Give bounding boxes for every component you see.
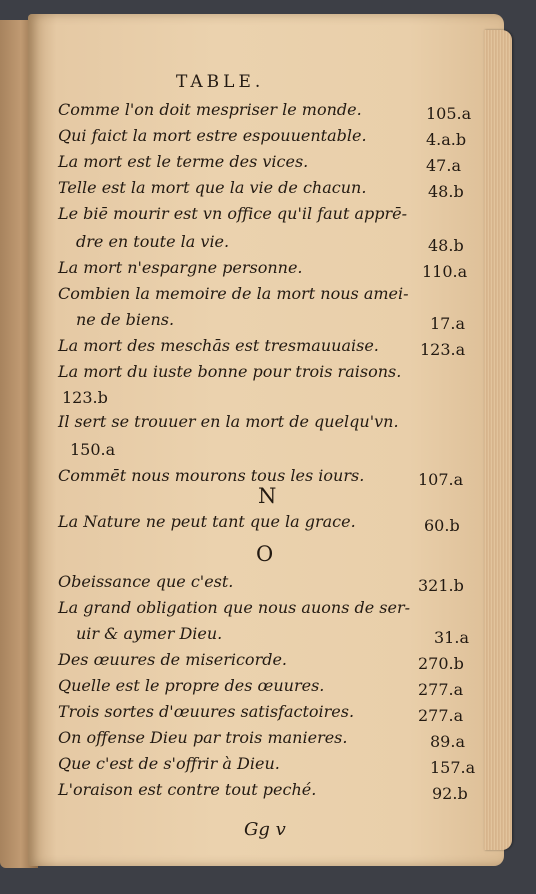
entry-text: Obeissance que c'est. <box>58 572 234 591</box>
entry-text: Trois sortes d'œuures satisfactoires. <box>58 702 355 721</box>
entry-page: 270.b <box>418 654 464 673</box>
entry-text: Telle est la mort que la vie de chacun. <box>58 178 367 197</box>
entry-page: 48.b <box>428 236 464 255</box>
entry-page: 17.a <box>430 314 465 333</box>
entry-text: ne de biens. <box>76 310 175 329</box>
entry-text: Il sert se trouuer en la mort de quelqu'vn. <box>58 412 399 431</box>
entry-text: Le biē mourir est vn office qu'il faut apprē- <box>58 204 408 223</box>
entry-page: 277.a <box>418 680 464 699</box>
entry-page: 105.a <box>426 104 472 123</box>
entry-page: 92.b <box>432 784 468 803</box>
entry-text: Combien la memoire de la mort nous amei- <box>58 284 409 303</box>
page-edges <box>484 30 512 850</box>
entry-page: 47.a <box>426 156 461 175</box>
entry-page: 123.b <box>62 388 108 407</box>
entry-text: uir & aymer Dieu. <box>76 624 223 643</box>
entry-text: On offense Dieu par trois manieres. <box>58 728 348 747</box>
entry-text: Quelle est le propre des œuures. <box>58 676 325 695</box>
entry-text: La Nature ne peut tant que la grace. <box>58 512 356 531</box>
entry-text: L'oraison est contre tout peché. <box>58 780 317 799</box>
section-letter-o: O <box>256 542 274 566</box>
entry-text: La mort est le terme des vices. <box>58 152 309 171</box>
signature-mark: Gg v <box>244 819 286 840</box>
entry-page: 107.a <box>418 470 464 489</box>
entry-page: 277.a <box>418 706 464 725</box>
entry-page: 31.a <box>434 628 469 647</box>
entry-page: 321.b <box>418 576 464 595</box>
entry-text: Comme l'on doit mespriser le monde. <box>58 100 362 119</box>
entry-page: 89.a <box>430 732 465 751</box>
entry-text: La mort du iuste bonne pour trois raisons. <box>58 362 402 381</box>
entry-text: Qui faict la mort estre espouuentable. <box>58 126 367 145</box>
entry-page: 110.a <box>422 262 468 281</box>
running-head: TABLE. <box>176 72 265 92</box>
entry-page: 4.a.b <box>426 130 467 149</box>
entry-text: La grand obligation que nous auons de ser- <box>58 598 411 617</box>
entry-text: Commēt nous mourons tous les iours. <box>58 466 365 485</box>
entry-text: dre en toute la vie. <box>76 232 230 251</box>
entry-text: Des œuures de misericorde. <box>58 650 288 669</box>
entry-text: La mort n'espargne personne. <box>58 258 303 277</box>
entry-text: La mort des meschās est tresmauuaise. <box>58 336 379 355</box>
entry-page: 150.a <box>70 440 116 459</box>
entry-page: 123.a <box>420 340 466 359</box>
entry-page: 60.b <box>424 516 460 535</box>
entry-text: Que c'est de s'offrir à Dieu. <box>58 754 280 773</box>
section-letter-n: N <box>258 484 277 508</box>
entry-page: 157.a <box>430 758 476 777</box>
entry-page: 48.b <box>428 182 464 201</box>
